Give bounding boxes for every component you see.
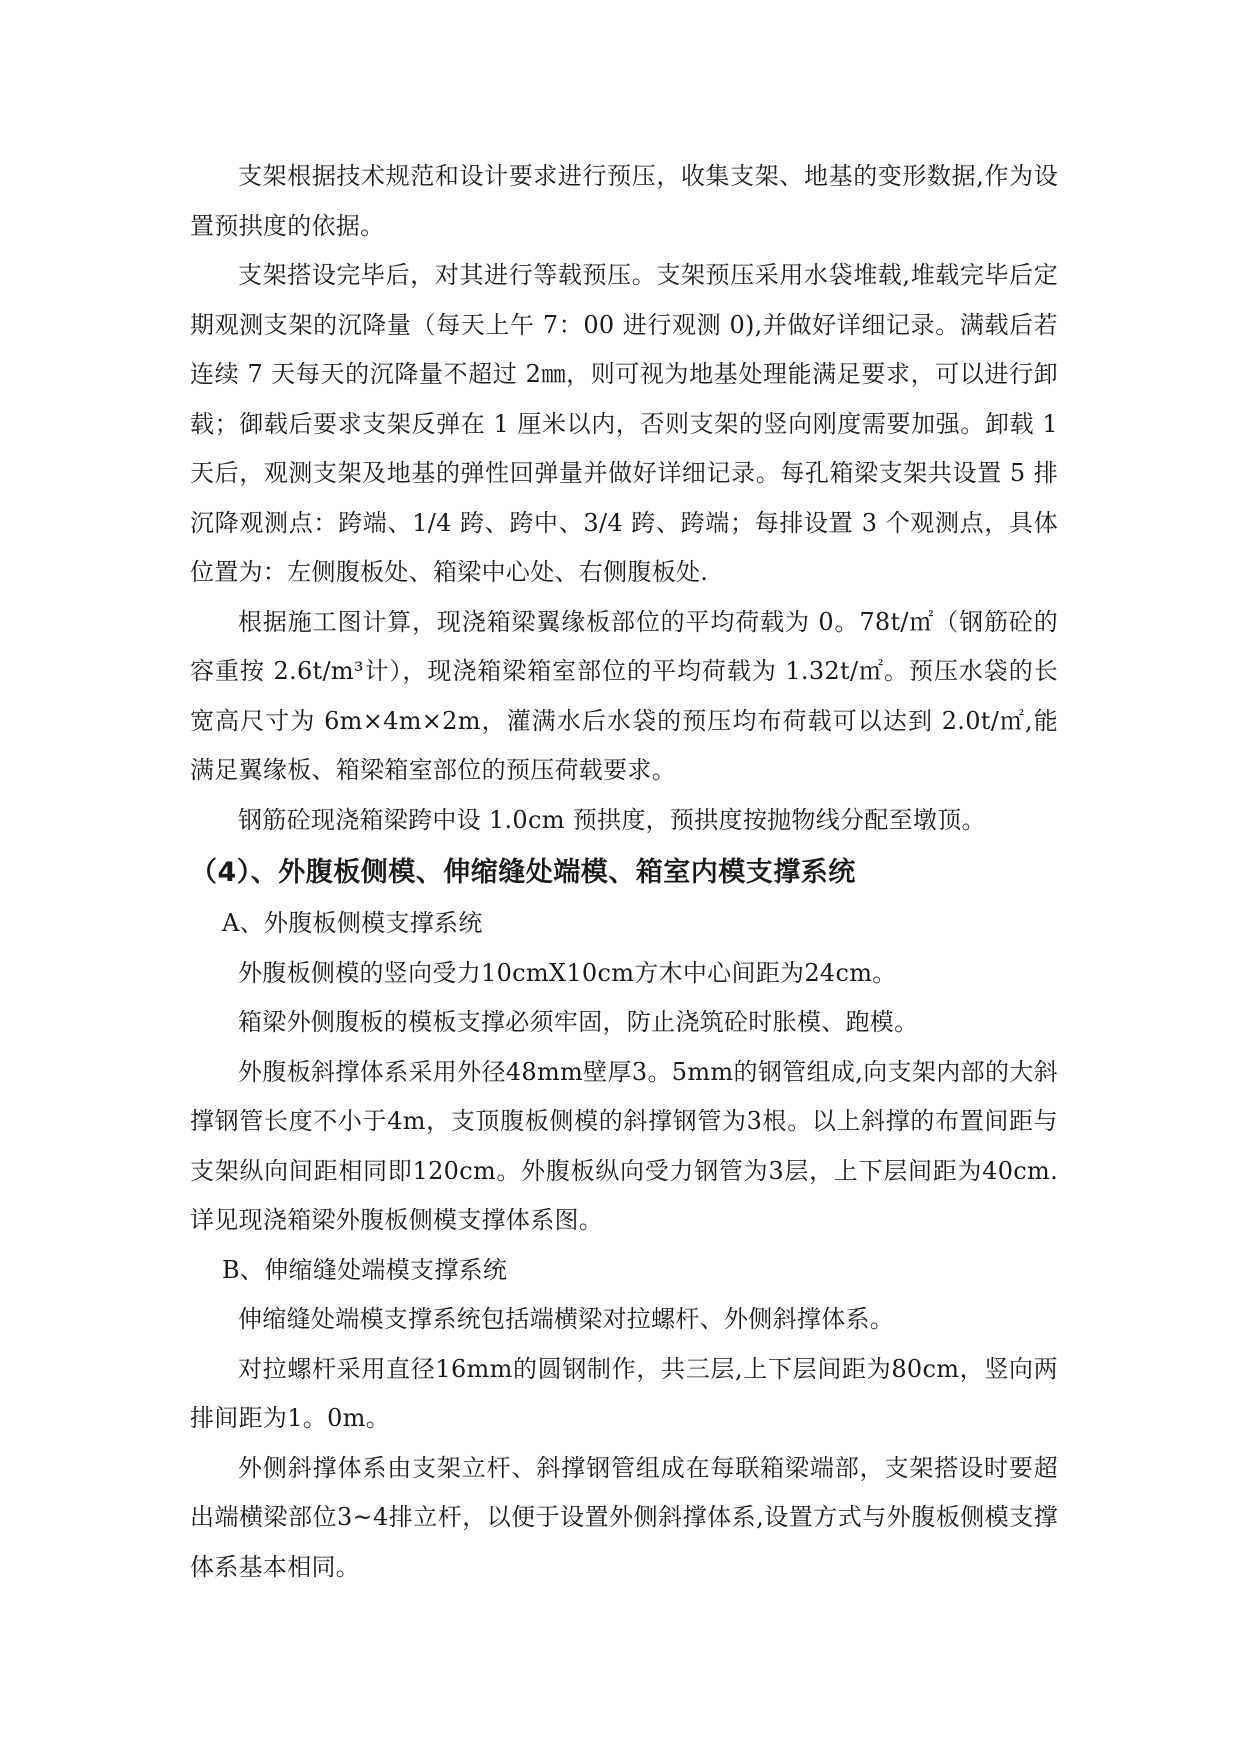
paragraph-preload-purpose: 支架根据技术规范和设计要求进行预压，收集支架、地基的变形数据,作为设置预拱度的依据。: [190, 162, 1058, 240]
paragraph-b1: 伸缩缝处端模支撑系统包括端横梁对拉螺杆、外侧斜撑体系。: [238, 1305, 895, 1333]
paragraph-camber: 钢筋砼现浇箱梁跨中设 1.0cm 预拱度，预拱度按抛物线分配至墩顶。: [238, 805, 986, 834]
document-body: [190, 152, 1058, 1592]
paragraph-b3: 外侧斜撑体系由支架立杆、斜撑钢管组成在每联箱梁端部，支架搭设时要超出端横梁部位3~4排立杆，以便于设置外侧斜撑体系,设置方式与外腹板侧模支撑体系基本相同。: [190, 1453, 1058, 1581]
paragraph-a3: 外腹板斜撑体系采用外径48mm壁厚3。5mm的钢管组成,向支架内部的大斜撑钢管长度不小于4m，支顶腹板侧模的斜撑钢管为3根。以上斜撑的布置间距与支架纵向间距相同即120cm。外腹板纵向受力钢管为3层，上下层间距为40cm.详见现浇箱梁外腹板侧模支撑体系图。: [190, 1057, 1058, 1234]
paragraph-load-calculation: 根据施工图计算，现浇箱梁翼缘板部位的平均荷载为 0。78t/㎡（钢筋砼的容重按 2.6t/m³计），现浇箱梁箱室部位的平均荷载为 1.32t/㎡。预压水袋的长宽高尺寸为 6m×4m×2m，灌满水后水袋的预压均布荷载可以达到 2.0t/㎡,能满足翼缘板、箱梁箱室部位的预压荷载要求。: [190, 607, 1058, 784]
section-heading: （4）、外腹板侧模、伸缩缝处端模、箱室内模支撑系统: [190, 857, 856, 888]
paragraph-preload-procedure: 支架搭设完毕后，对其进行等载预压。支架预压采用水袋堆载,堆载完毕后定期观测支架的沉降量（每天上午 7：00 进行观测 0),并做好详细记录。满载后若连续 7 天每天的沉降量不超过 2㎜，则可视为地基处理能满足要求，可以进行卸载；御载后要求支架反弹在 1 厘米以内，否则支架的竖向刚度需要加强。卸载 1 天后，观测支架及地基的弹性回弹量并做好详细记录。每孔箱梁支架共设置 5 排沉降观测点：跨端、1/4 跨、跨中、3/4 跨、跨端；每排设置 3 个观测点，具体位置为：左侧腹板处、箱梁中心处、右侧腹板处.: [190, 261, 1058, 586]
paragraph-b2: 对拉螺杆采用直径16mm的圆钢制作，共三层,上下层间距为80cm，竖向两排间距为1。0m。: [190, 1354, 1058, 1432]
paragraph-a1: 外腹板侧模的竖向受力10cmX10cm方木中心间距为24cm。: [238, 958, 897, 987]
paragraph-a2: 箱梁外侧腹板的模板支撑必须牢固，防止浇筑砼时胀模、跑模。: [238, 1008, 919, 1036]
subsection-b-title: B、伸缩缝处端模支撑系统: [222, 1255, 508, 1284]
subsection-a-title: A、外腹板侧模支撑系统: [222, 909, 483, 937]
